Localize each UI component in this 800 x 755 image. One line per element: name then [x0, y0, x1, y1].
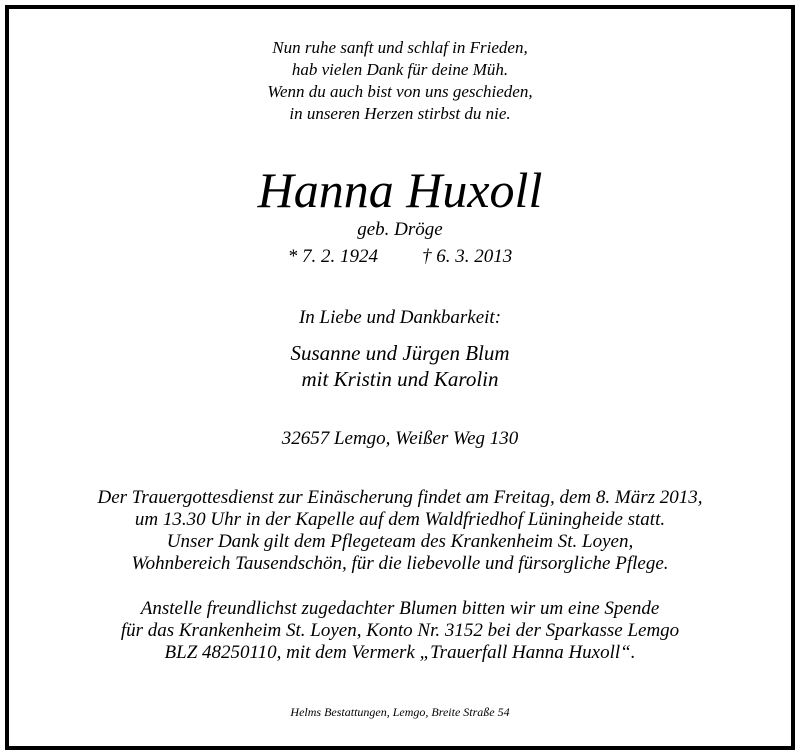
service-line: Wohnbereich Tausendschön, für die liebevolle und fürsorgliche Pflege. [131, 553, 669, 574]
donation-line: für das Krankenheim St. Loyen, Konto Nr. 3152 bei der Sparkasse Lemgo [120, 620, 680, 641]
memorial-verse [9, 37, 791, 125]
life-dates [9, 245, 791, 269]
deceased-name: Hanna Huxoll [257, 162, 543, 218]
death-date: † 6. 3. 2013 [422, 246, 513, 267]
verse-line: Nun ruhe sanft und schlaf in Frieden, [272, 38, 528, 57]
donation-request [9, 598, 791, 664]
birth-date: * 7. 2. 1924 [287, 246, 378, 267]
maiden-name: geb. Dröge [357, 219, 443, 240]
service-announcement [9, 487, 791, 575]
donation-line: BLZ 48250110, mit dem Vermerk „Trauerfall Hanna Huxoll“. [164, 642, 636, 663]
service-line: Unser Dank gilt dem Pflegeteam des Krankenheim St. Loyen, [166, 531, 634, 552]
service-line: Der Trauergottesdienst zur Einäscherung findet am Freitag, dem 8. März 2013, [97, 487, 703, 508]
verse-line: hab vielen Dank für deine Müh. [291, 60, 509, 79]
mourners-address: 32657 Lemgo, Weißer Weg 130 [281, 428, 519, 449]
undertaker-credit: Helms Bestattungen, Lemgo, Breite Straße 54 [290, 705, 510, 719]
mourners-intro: In Liebe und Dankbarkeit: [298, 307, 502, 328]
service-line: um 13.30 Uhr in der Kapelle auf dem Waldfriedhof Lüningheide statt. [134, 509, 666, 530]
obituary-notice [5, 5, 795, 750]
mourners-line: Susanne und Jürgen Blum [290, 341, 510, 365]
mourners-names [9, 340, 791, 392]
donation-line: Anstelle freundlichst zugedachter Blumen bitten wir um eine Spende [140, 598, 660, 619]
mourners-line: mit Kristin und Karolin [301, 367, 499, 391]
verse-line: in unseren Herzen stirbst du nie. [289, 104, 511, 123]
verse-line: Wenn du auch bist von uns geschieden, [267, 82, 533, 101]
